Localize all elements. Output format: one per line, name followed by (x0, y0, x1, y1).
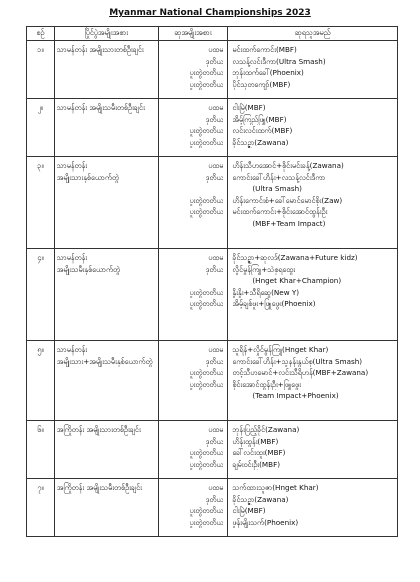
winner-cell (228, 157, 398, 249)
position-label: ဒုတိယ (205, 356, 224, 366)
row-number: ၁။ (27, 41, 55, 99)
position-label: ပူးတွဲတတိယ (189, 126, 224, 135)
position-label: ပူးတွဲတတိယ (189, 137, 224, 147)
position-label: ဒုတိယ (205, 264, 224, 274)
table-row (27, 41, 398, 99)
winner-name: (Ultra Smash) (252, 184, 302, 193)
winner-cell (228, 479, 398, 537)
winner-name: စိုင်းအောင်ထွန်းဦး+ဖြူဖွေး (232, 379, 301, 389)
row-number: ၇။ (27, 479, 55, 537)
position-label: ပူးတွဲတတိယ (189, 448, 224, 457)
header-winner: ဆုရသူအမည် (228, 27, 398, 41)
table-row (27, 421, 398, 479)
winner-name: ငါးမြဲ(MBF) (232, 103, 266, 112)
position-label: ပထမ (208, 425, 224, 434)
winner-name: ခိုင်သဉ္ဇာ(Zawana) (232, 137, 289, 147)
winner-name: ဟိန်းကောင်းစံ+ခေါ်မောင်မောင်စိုး(Zaw) (232, 195, 343, 205)
position-label: ပူးတွဲတတိယ (189, 459, 224, 469)
table-row (27, 249, 398, 341)
event-label: အမျိုးသားနှစ်ယောက်တွဲ (56, 172, 119, 182)
winner-name: (MBF+Team Impact) (252, 218, 326, 228)
position-label: ဒုတိယ (205, 494, 224, 504)
winner-cell (228, 341, 398, 421)
position-label: ပူးတွဲတတိယ (189, 368, 224, 377)
position-label: ဒုတိယ (205, 56, 224, 66)
position-cell (158, 249, 228, 341)
row-number: ၅။ (27, 341, 55, 421)
event-cell (54, 479, 158, 537)
winner-name: ဖူန်းမျိုးသက်(Phoenix) (232, 517, 299, 527)
position-label: ပထမ (208, 483, 224, 492)
winner-name: ခိုင်သဉ္ဇာ+ဆုလဒ်(Zawana+Future kidz) (232, 253, 358, 262)
event-label: သာမန်တန်း အမျိုးသမီးတစ်ဦးချင်း (56, 103, 145, 112)
event-label: အမျိုးသမီးနှစ်ယောက်တွဲ (56, 264, 120, 274)
winner-name: ဘုန်းပြည့်ခိုင်(Zawana) (232, 425, 300, 434)
position-label (161, 390, 224, 402)
winner-name: ဟိန်းထွန်း(MBF) (232, 436, 279, 446)
position-cell (158, 157, 228, 249)
row-number: ၃။ (27, 157, 55, 249)
position-label: ပူးတွဲတတိယ (189, 287, 224, 297)
event-label: သာမန်တန်း (56, 345, 88, 354)
winner-cell (228, 41, 398, 99)
table-row (27, 157, 398, 249)
position-label (161, 275, 224, 287)
winner-name: ပိုင်သုတကျော်(MBF) (232, 79, 291, 89)
position-cell (158, 479, 228, 537)
winner-name: အိမ့်ကြည်ဖြူ(MBF) (232, 114, 287, 124)
winner-name: နှိုးနှိုး+သီရိဆွေ(New Y) (232, 287, 300, 297)
winner-name: ချမ်းဝင်းဦး(MBF) (232, 459, 281, 469)
position-label: ပထမ (208, 345, 224, 354)
position-label: ဒုတိယ (205, 114, 224, 124)
document-title: Myanmar National Championships 2023 (109, 8, 311, 18)
winner-name: ဟိန်းသီဟအောင်+စိုင်းမင်းခန့်(Zawana) (232, 161, 344, 170)
event-label: သာမန်တန်း (56, 253, 88, 262)
winner-cell (228, 99, 398, 157)
header-event: ပြိုင်ပွဲအမျိုးအစား (54, 27, 158, 41)
event-label: အကြိုတန်း အမျိုးသားတစ်ဦးချင်း (56, 425, 141, 434)
position-label: ပူးတွဲတတိယ (189, 195, 224, 205)
position-label (161, 183, 224, 195)
position-label: ပူးတွဲတတိယ (189, 517, 224, 527)
position-label: ပူးတွဲတတိယ (189, 79, 224, 89)
position-label: ပူးတွဲတတိယ (189, 506, 224, 515)
winner-cell (228, 421, 398, 479)
winner-name: ခေါ်လင်းထူး(MBF) (232, 448, 286, 457)
row-number: ၆။ (27, 421, 55, 479)
winner-name: တင့်သီဟမောင်+လင်းသီရိဟန်(MBF+Zawana) (232, 368, 369, 377)
event-cell (54, 421, 158, 479)
winner-name: လင်းလင်းထက်(MBF) (232, 126, 293, 135)
winner-name: ဘုန်းထက်ခေါ်(Phoenix) (232, 68, 304, 77)
event-cell (54, 99, 158, 157)
header-position: ဆုအမျိုးအစား (158, 27, 228, 41)
winner-name: ကောင်းခေါ်ဟိန်း+သူနန်းနွယ်စု(Ultra Smash) (232, 356, 363, 366)
position-label: ပထမ (208, 45, 224, 54)
winner-cell (228, 249, 398, 341)
winner-name: ခိုင်သဉ္ဇာ(Zawana) (232, 494, 289, 504)
winner-name: သူရိန်+လှိုင်မွန်ကြူ(Hnget Khar) (232, 345, 329, 354)
position-label (161, 218, 224, 230)
winner-name: ကောင်းခေါ်ဟိန်း+လသန့်လင်းဒီကာ (232, 172, 326, 182)
results-table (26, 26, 398, 537)
winner-name: ငါးမြဲ(MBF) (232, 506, 266, 515)
winner-name: မင်းထက်ကောင်း(MBF) (232, 45, 297, 54)
header-row (27, 27, 398, 41)
winner-name: သက်ထားသူဇာ(Hnget Khar) (232, 483, 319, 492)
position-label: ပူးတွဲတတိယ (189, 68, 224, 77)
winner-name: လှိုင်မွန်ကြူ+သဲစုရထွေး (232, 264, 296, 274)
position-label: ပထမ (208, 161, 224, 170)
event-cell (54, 157, 158, 249)
position-cell (158, 41, 228, 99)
table-row (27, 341, 398, 421)
event-label: သာမန်တန်း (56, 161, 88, 170)
winner-name: (Hnget Khar+Champion) (252, 276, 342, 285)
results-body (27, 41, 398, 537)
position-label: ဒုတိယ (205, 172, 224, 182)
event-cell (54, 41, 158, 99)
position-label: ပူးတွဲတတိယ (189, 299, 224, 308)
row-number: ၂။ (27, 99, 55, 157)
row-number: ၄။ (27, 249, 55, 341)
winner-name: လသန့်လင်းဒီကာ(Ultra Smash) (232, 56, 326, 66)
winner-name: မင်းထက်ကောင်း+စိုင်းအောင်ထွန်းဦး (232, 207, 328, 216)
winner-name: (Team Impact+Phoenix) (252, 391, 339, 400)
winner-name: အိမ့်ချစ်ဖူး+ဖြူဖွေး(Phoenix) (232, 299, 316, 308)
header-no: စဉ် (27, 27, 55, 41)
event-label: အမျိုးသား+အမျိုးသမီးနှစ်ယောက်တွဲ (56, 356, 153, 366)
event-cell (54, 341, 158, 421)
event-label: သာမန်တန်း အမျိုးသားတစ်ဦးချင်း (56, 45, 144, 54)
position-label: ပထမ (208, 253, 224, 262)
position-label: ပထမ (208, 103, 224, 112)
event-cell (54, 249, 158, 341)
event-label: အကြိုတန်း အမျိုးသမီးတစ်ဦးချင်း (56, 483, 142, 492)
position-label: ဒုတိယ (205, 436, 224, 446)
position-cell (158, 341, 228, 421)
position-cell (158, 99, 228, 157)
position-label: ပူးတွဲတတိယ (189, 379, 224, 389)
table-row (27, 99, 398, 157)
table-row (27, 479, 398, 537)
position-label: ပူးတွဲတတိယ (189, 207, 224, 216)
position-cell (158, 421, 228, 479)
